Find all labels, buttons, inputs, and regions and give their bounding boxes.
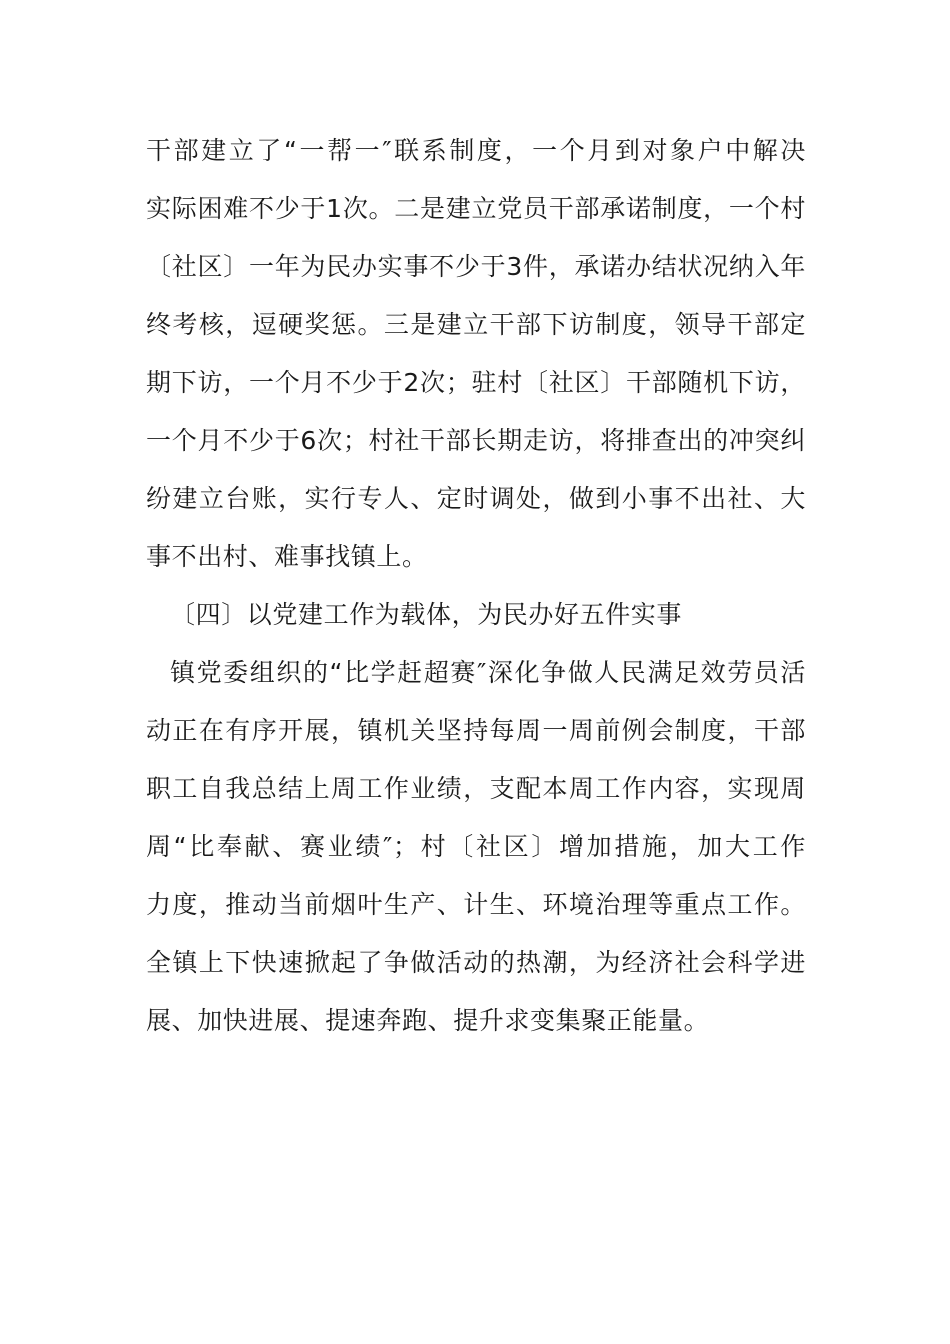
text-line-16: 展、加快进展、提速奔跑、提升求变集聚正能量。 bbox=[146, 1006, 710, 1035]
section-heading: 〔四〕以党建工作为载体，为民办好五件实事 bbox=[170, 600, 683, 629]
text-line-7: 纷建立台账，实行专人、定时调处，做到小事不出社、大 bbox=[146, 484, 806, 513]
text-line-5: 期下访，一个月不少于2次；驻村〔社区〕干部随机下访， bbox=[146, 368, 806, 397]
text-line-12: 职工自我总结上周工作业绩，支配本周工作内容，实现周 bbox=[146, 774, 806, 803]
text-line-11: 动正在有序开展，镇机关坚持每周一周前例会制度，干部 bbox=[146, 716, 806, 745]
document-body bbox=[146, 122, 806, 1050]
text-line-14: 力度，推动当前烟叶生产、计生、环境治理等重点工作。 bbox=[146, 890, 806, 919]
text-line-8: 事不出村、难事找镇上。 bbox=[146, 542, 428, 571]
text-line-13: 周“比奉献、赛业绩″；村〔社区〕增加措施，加大工作 bbox=[146, 832, 806, 861]
text-line-2: 实际困难不少于1次。二是建立党员干部承诺制度，一个村 bbox=[146, 194, 806, 223]
text-line-4: 终考核，逗硬奖惩。三是建立干部下访制度，领导干部定 bbox=[146, 310, 806, 339]
text-line-10: 镇党委组织的“比学赶超赛″深化争做人民满足效劳员活 bbox=[170, 658, 806, 687]
text-line-1: 干部建立了“一帮一″联系制度，一个月到对象户中解决 bbox=[146, 136, 806, 165]
text-line-15: 全镇上下快速掀起了争做活动的热潮，为经济社会科学进 bbox=[146, 948, 806, 977]
text-line-3: 〔社区〕一年为民办实事不少于3件，承诺办结状况纳入年 bbox=[146, 252, 806, 281]
text-line-6: 一个月不少于6次；村社干部长期走访，将排查出的冲突纠 bbox=[146, 426, 806, 455]
